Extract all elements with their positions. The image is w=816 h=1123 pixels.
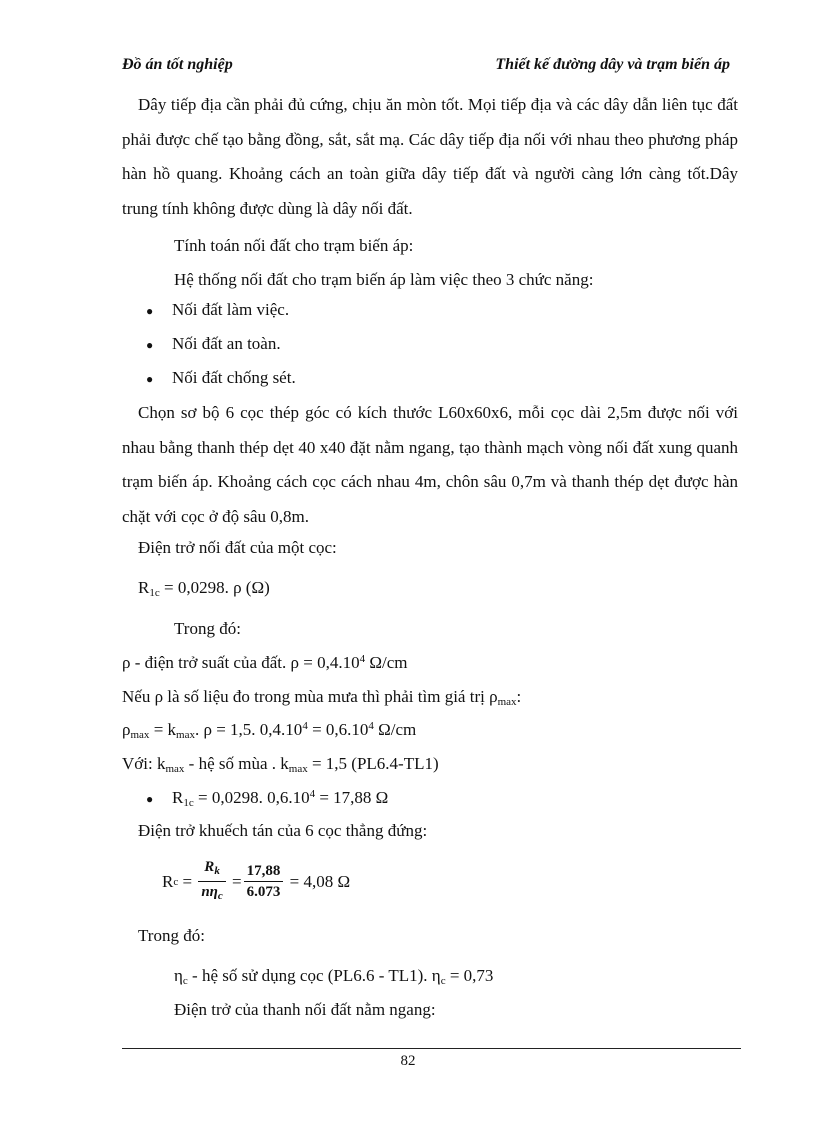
bullet-icon: ●: [146, 792, 154, 806]
paragraph-ground-wire: Dây tiếp địa cần phải đủ cứng, chịu ăn mòn tốt. Mọi tiếp địa và các dây dẫn liên tục đất phải được chế tạo bằng đồng, sắt, sắt mạ. Các dây tiếp địa nối với nhau theo phương pháp hàn hồ quang. Khoảng cách an toàn giữa dây tiếp đất và người càng lớn càng tốt.Dây trung tính không được dùng là dây nối đất.: [122, 95, 738, 218]
function-item: Nối đất an toàn.: [172, 334, 281, 353]
fraction-symbolic: $\frac{R_k}{n\eta_c}$: [198, 858, 225, 905]
header-left: Đồ án tốt nghiệp: [122, 56, 233, 73]
page-number: 82: [400, 1053, 416, 1069]
where-label-2: Trong đó:: [138, 926, 205, 945]
system-intro: Hệ thống nối đất cho trạm biến áp làm việc theo 3 chức năng:: [174, 270, 594, 289]
header-right: Thiết kế đường dây và trạm biến áp: [495, 56, 730, 73]
bullet-icon: ●: [146, 372, 154, 386]
six-piles-title: Điện trở khuếch tán của 6 cọc thẳng đứng:: [138, 821, 428, 840]
function-item: Nối đất làm việc.: [172, 300, 290, 319]
horizontal-bar-title: Điện trở của thanh nối đất nằm ngang:: [174, 1000, 436, 1019]
season-coefficient: Với: $k_{max}$ - hệ số mùa . $k_{max} = 1,5$ (PL6.4-TL1): [122, 754, 439, 775]
rc-formula: R c = $\frac{R_k}{n\eta_c}$ = $\frac{17,88}{6.073}$ = 4,08 Ω: [162, 858, 350, 905]
bullet-icon: ●: [146, 338, 154, 352]
calc-title: Tính toán nối đất cho trạm biến áp:: [174, 236, 414, 255]
where-label: Trong đó:: [174, 619, 241, 638]
single-pile-title: Điện trở nối đất của một cọc:: [138, 538, 337, 557]
formula-r1c: $R_{1c} = 0,0298$. ρ (Ω): [138, 578, 270, 599]
bullet-icon: ●: [146, 304, 154, 318]
function-item: Nối đất chống sét.: [172, 368, 296, 387]
paragraph-pile-selection: Chọn sơ bộ 6 cọc thép góc có kích thước L60x60x6, mỗi cọc dài 2,5m được nối với nhau bằng thanh thép dẹt 40 x40 đặt nằm ngang, tạo thành mạch vòng nối đất xung quanh trạm biến áp. Khoảng cách cọc cách nhau 4m, chôn sâu 0,7m và thanh thép dẹt được hàn chặt với cọc ở độ sâu 0,8m.: [122, 403, 738, 526]
rho-max-formula: $\rho_{max} = k_{max}$. ρ = 1,5. $0,4.10^4 = 0,6.10^4$ Ω/cm: [122, 720, 417, 741]
rainy-season-note: Nếu ρ là số liệu đo trong mùa mưa thì phải tìm giá trị $\rho_{max}$:: [122, 687, 522, 708]
footer-divider: [122, 1048, 741, 1049]
r1c-calculation: $R_{1c} = 0,0298$. $0,6.10^4 = 17,88$ Ω: [172, 788, 389, 809]
rho-definition: ρ - điện trở suất của đất. $\rho = 0,4.10^4$ Ω/cm: [122, 653, 408, 672]
fraction-numeric: $\frac{17,88}{6.073}$: [244, 862, 284, 901]
eta-definition: $\eta_c$ - hệ số sử dụng cọc (PL6.6 - TL1). $\eta_c = 0,73$: [174, 966, 494, 987]
